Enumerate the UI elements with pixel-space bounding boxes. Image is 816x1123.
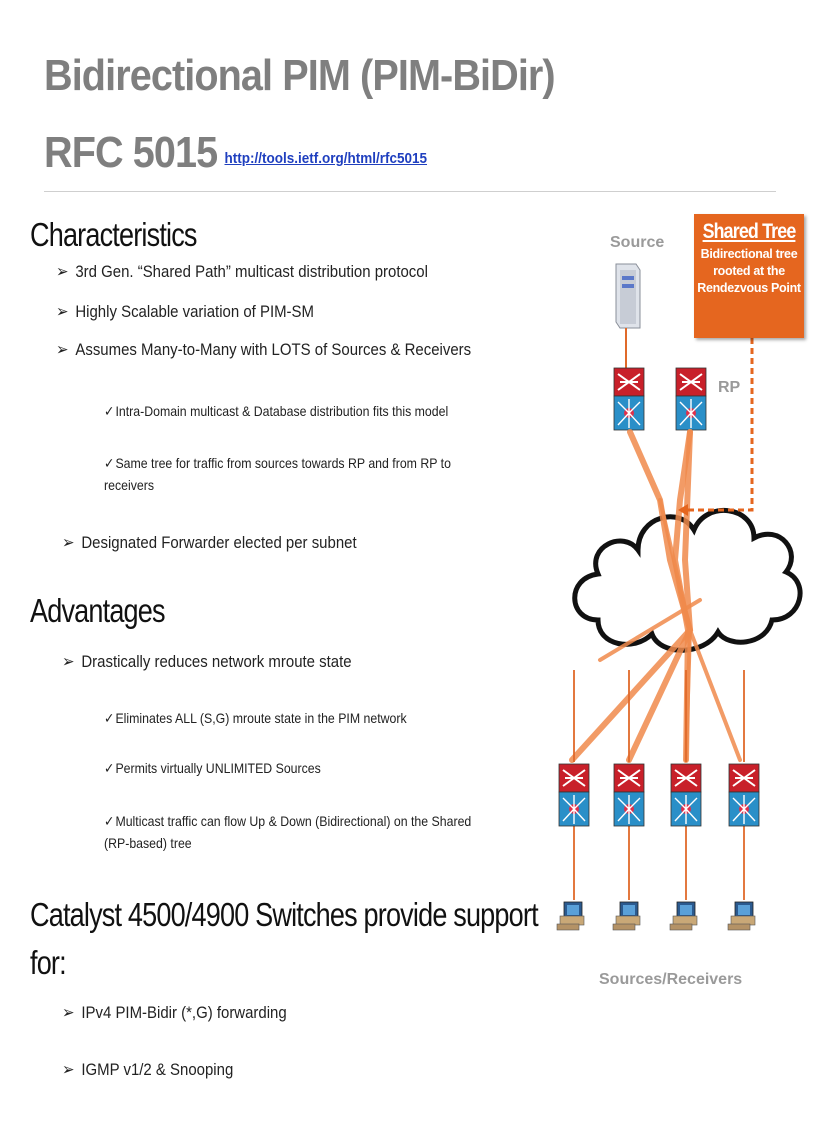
server-icon <box>616 264 640 328</box>
callout-text: Bidirectional tree rooted at the Rendezvous Point <box>697 247 801 295</box>
check-icon: ✓ <box>104 403 115 419</box>
list-item: ➢ Assumes Many-to-Many with LOTS of Sources & Receivers <box>56 340 472 359</box>
list-item: ➢ Highly Scalable variation of PIM-SM <box>56 302 314 321</box>
check-icon: ✓ <box>104 710 115 726</box>
edge-switch-icon <box>559 764 589 826</box>
pc-icon <box>613 902 640 930</box>
source-label: Source <box>610 234 665 251</box>
catalyst-heading-line1: Catalyst 4500/4900 Switches provide support <box>30 896 538 933</box>
page-title: Bidirectional PIM (PIM-BiDir) <box>44 51 555 100</box>
arrow-bullet-icon: ➢ <box>62 1060 75 1079</box>
list-item: ➢ Drastically reduces network mroute state <box>62 652 352 671</box>
pc-icon <box>670 902 697 930</box>
arrow-bullet-icon: ➢ <box>56 302 69 321</box>
catalyst-heading-line2: for: <box>30 944 66 981</box>
list-item: ➢ 3rd Gen. “Shared Path” multicast distribution protocol <box>56 262 428 281</box>
pc-icon <box>557 902 584 930</box>
sub-list-item: ✓Same tree for traffic from sources towards RP and from RP to receivers <box>104 452 465 496</box>
advantages-heading: Advantages <box>30 592 165 629</box>
title-divider <box>44 191 776 192</box>
check-icon: ✓ <box>104 760 115 776</box>
arrow-bullet-icon: ➢ <box>62 533 75 552</box>
list-item: ➢ IPv4 PIM-Bidir (*,G) forwarding <box>62 1003 287 1022</box>
source-switch-icon <box>614 368 644 430</box>
edge-switch-icon <box>729 764 759 826</box>
callout-title: Shared Tree <box>702 220 796 243</box>
sub-list-item: ✓Permits virtually UNLIMITED Sources <box>104 757 482 779</box>
arrow-bullet-icon: ➢ <box>56 262 69 281</box>
receivers-label: Sources/Receivers <box>599 971 743 988</box>
edge-switch-icon <box>614 764 644 826</box>
arrow-bullet-icon: ➢ <box>56 340 69 359</box>
rp-switch-icon <box>676 368 706 430</box>
list-item: ➢ Designated Forwarder elected per subnet <box>62 533 357 552</box>
edge-switch-icon <box>671 764 701 826</box>
rfc-link[interactable]: http://tools.ietf.org/html/rfc5015 <box>224 150 428 167</box>
sub-list-item: ✓Intra-Domain multicast & Database distribution fits this model <box>104 400 482 422</box>
rfc-number: RFC 5015 <box>44 128 218 177</box>
arrow-bullet-icon: ➢ <box>62 1003 75 1022</box>
sub-list-item: ✓Eliminates ALL (S,G) mroute state in the PIM network <box>104 707 482 729</box>
characteristics-heading: Characteristics <box>30 216 197 253</box>
sub-list-item: ✓Multicast traffic can flow Up & Down (Bidirectional) on the Shared (RP-based) tree <box>104 810 482 854</box>
page-subtitle <box>44 129 427 183</box>
check-icon: ✓ <box>104 455 115 471</box>
shared-tree-callout <box>694 214 804 338</box>
pc-icon <box>728 902 755 930</box>
check-icon: ✓ <box>104 813 115 829</box>
rp-label: RP <box>718 379 741 396</box>
arrow-bullet-icon: ➢ <box>62 652 75 671</box>
list-item: ➢ IGMP v1/2 & Snooping <box>62 1060 234 1079</box>
